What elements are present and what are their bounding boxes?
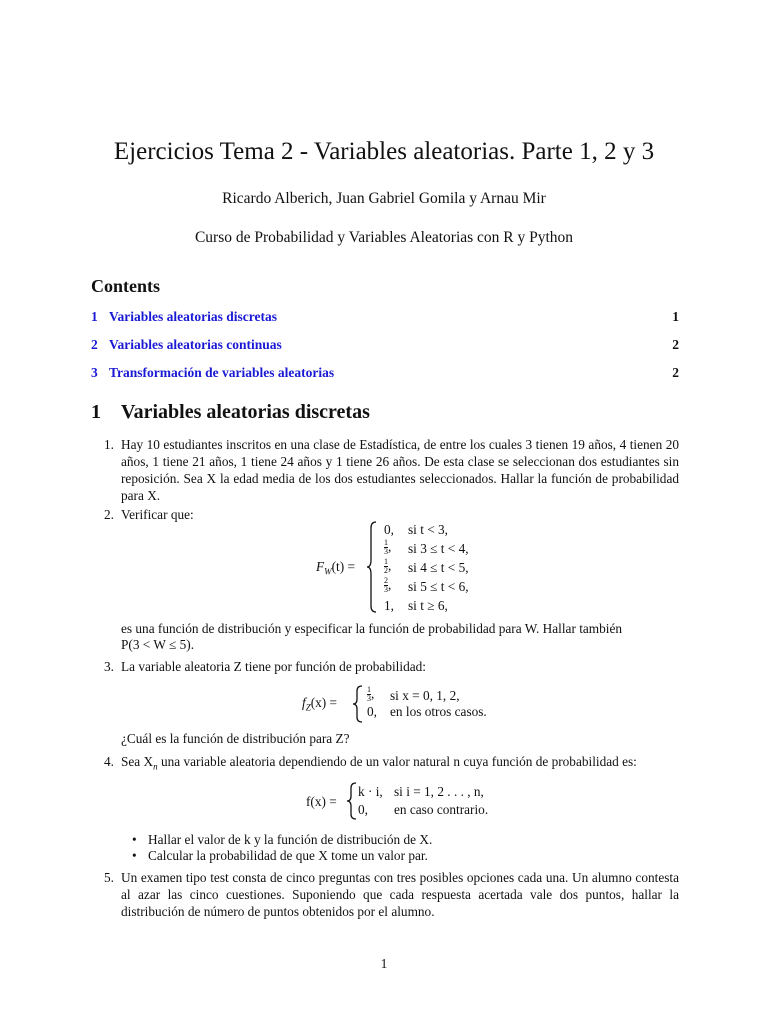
exercise-number: 2.: [104, 507, 114, 522]
intro-text: Sea X: [121, 754, 154, 769]
toc-entry-1[interactable]: [91, 309, 679, 325]
case-condition: si i = 1, 2 . . . , n,: [394, 784, 484, 799]
frac-numerator: 2: [384, 576, 388, 586]
exercise-1-text: Hay 10 estudiantes inscritos en una clase de Estadística, de entre los cuales 3 tienen 19 años, 4 tienen 20 años, 1 tiene 21 años, 1 tiene 24 años y 1 tiene 26 años. De esta clase se seleccionan dos estudiantes sin reposición. Sea X la edad media de los dos estudiantes seleccionados. Hallar la función de probabilidad para X.: [121, 437, 679, 503]
case-value: 0,: [367, 704, 377, 719]
case-value: $\frac{1}{3}$ ,: [367, 685, 375, 704]
case-value: 0,: [358, 802, 368, 817]
case-value: $\frac{2}{3}$ ,: [384, 576, 392, 595]
left-brace: [346, 781, 358, 821]
lhs-symbol: f: [302, 695, 306, 710]
case-value: $\frac{1}{2}$ ,: [384, 557, 392, 576]
toc-number: 1: [91, 309, 98, 324]
bullet-item: Hallar el valor de k y la función de distribución de X.: [148, 832, 433, 847]
lhs-symbol: F: [316, 559, 325, 574]
document-title: Ejercicios Tema 2 - Variables aleatorias. Parte 1, 2 y 3: [113, 138, 655, 165]
bullet-item: Calcular la probabilidad de que X tome un valor par.: [148, 848, 428, 863]
frac-denominator: 3: [384, 585, 388, 595]
exercise-3-question: ¿Cuál es la función de distribución para Z?: [121, 731, 350, 746]
frac-denominator: 3: [367, 694, 371, 704]
case-condition: si 5 ≤ t < 6,: [408, 579, 469, 594]
case-condition: si x = 0, 1, 2,: [390, 688, 460, 703]
course-name: Curso de Probabilidad y Variables Aleatorias con R y Python: [194, 229, 574, 246]
authors: Ricardo Alberich, Juan Gabriel Gomila y Arnau Mir: [222, 190, 546, 207]
case-condition: si 4 ≤ t < 5,: [408, 560, 469, 575]
section-title: Variables aleatorias discretas: [121, 401, 370, 423]
frac-denominator: 3: [384, 547, 388, 557]
left-brace: [366, 520, 378, 614]
toc-number: 2: [91, 337, 98, 352]
exercise-2-outro: es una función de distribución y especificar la función de probabilidad para W. Hallar también: [121, 621, 623, 636]
frac-denominator: 2: [384, 566, 388, 576]
exercise-2-intro: Verificar que:: [121, 507, 194, 522]
toc-page: 1: [672, 309, 679, 324]
frac-numerator: 1: [384, 538, 388, 548]
page-number: 1: [380, 956, 388, 971]
lhs-arg: (t) =: [331, 559, 355, 574]
bullet-icon: •: [132, 848, 137, 863]
exercise-number: 3.: [104, 659, 114, 674]
section-heading: [91, 401, 370, 424]
exercise-4-intro: [121, 754, 637, 772]
pmf-lhs: f(x) =: [306, 794, 337, 809]
frac-numerator: 1: [384, 557, 388, 567]
bullet-icon: •: [132, 832, 137, 847]
toc-entry-2[interactable]: [91, 337, 679, 353]
toc-label: Variables aleatorias discretas: [109, 309, 277, 324]
case-condition: en los otros casos.: [390, 704, 487, 719]
section-number: 1: [91, 401, 101, 423]
exercise-number: 4.: [104, 754, 114, 769]
exercise-5-text: Un examen tipo test consta de cinco preguntas con tres posibles opciones cada una. Un alumno contesta al azar las cinco cuestiones. Suponiendo que cada respuesta acertada vale dos puntos, hallar la distribución de número de puntos obtenidos por el alumno.: [121, 870, 679, 919]
toc-link[interactable]: [91, 309, 277, 325]
toc-page: 2: [672, 365, 679, 380]
exercise-number: 5.: [104, 870, 114, 885]
case-condition: si t ≥ 6,: [408, 598, 448, 613]
case-value: $\frac{1}{3}$ ,: [384, 538, 392, 557]
case-condition: si t < 3,: [408, 522, 449, 537]
pmf-lhs: [302, 695, 337, 713]
case-condition: en caso contrario.: [394, 802, 489, 817]
case-value: 0,: [384, 522, 394, 537]
toc-label: Variables aleatorias continuas: [109, 337, 282, 352]
cdf-lhs: [316, 559, 355, 577]
exercise-3-intro: La variable aleatoria Z tiene por función de probabilidad:: [121, 659, 426, 674]
lhs-arg: (x) =: [310, 695, 338, 710]
toc-link[interactable]: [91, 337, 282, 353]
toc-page: 2: [672, 337, 679, 352]
left-brace: [352, 684, 364, 724]
intro-subscript: n: [153, 761, 158, 772]
toc-link[interactable]: [91, 365, 334, 381]
case-value: k · i,: [358, 784, 383, 799]
toc-entry-3[interactable]: [91, 365, 679, 381]
case-condition: si 3 ≤ t < 4,: [408, 541, 469, 556]
case-value: 1,: [384, 598, 394, 613]
lhs-subscript: Z: [305, 702, 311, 713]
lhs-subscript: W: [324, 566, 332, 577]
exercise-2-outro-2: P(3 < W ≤ 5).: [121, 637, 195, 652]
exercise-number: 1.: [104, 437, 114, 452]
toc-number: 3: [91, 365, 98, 380]
frac-numerator: 1: [367, 685, 371, 695]
intro-rest: una variable aleatoria dependiendo de un valor natural n cuya función de probabilidad es:: [157, 754, 637, 769]
contents-heading: Contents: [91, 276, 161, 296]
toc-label: Transformación de variables aleatorias: [109, 365, 335, 380]
